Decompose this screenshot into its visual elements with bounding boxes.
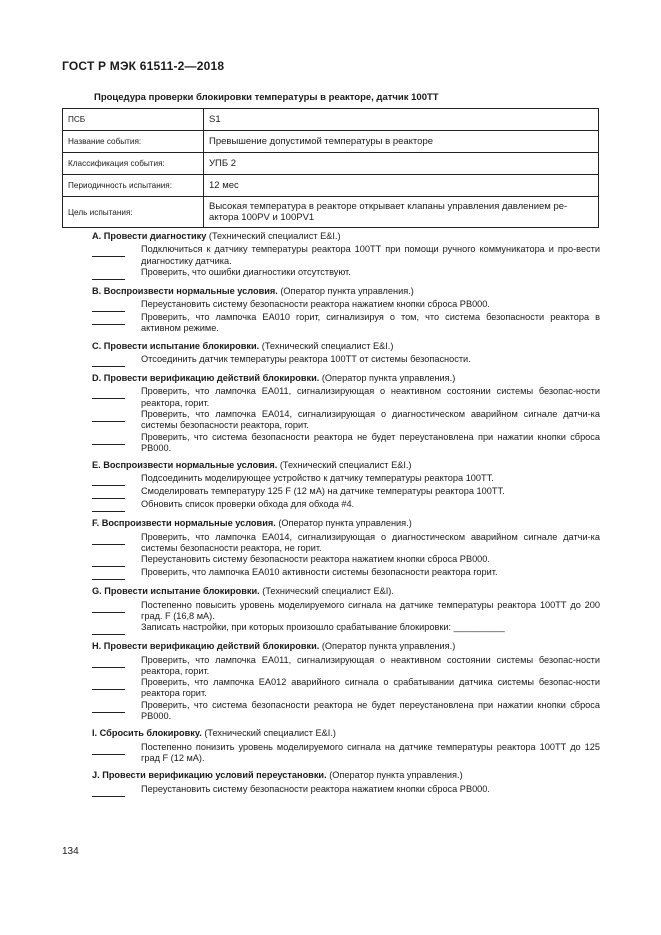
section-heading: [92, 373, 600, 384]
step-item: [92, 299, 600, 312]
step-text: Подключиться к датчику температуры реактора 100ТТ при помощи ручного коммуникатора и про-вести диагностику датчика.: [141, 244, 600, 266]
info-row: [63, 153, 599, 175]
test-info-table: [62, 108, 599, 228]
signoff-blank[interactable]: [92, 355, 125, 367]
procedure-section: [92, 641, 600, 722]
signoff-blank[interactable]: [92, 474, 125, 486]
step-item: [92, 600, 600, 623]
signoff-blank[interactable]: [92, 410, 125, 422]
step-text: Обновить список проверки обхода для обхода #4.: [141, 499, 355, 510]
step-text: Проверить, что ошибки диагностики отсутствуют.: [141, 266, 351, 277]
signoff-blank[interactable]: [92, 433, 125, 445]
info-value: УПБ 2: [204, 153, 599, 175]
procedure-section: [92, 770, 600, 796]
procedure-title: Процедура проверки блокировки температуры в реакторе, датчик 100ТТ: [94, 92, 439, 103]
section-heading: [92, 231, 600, 242]
signoff-blank[interactable]: [92, 300, 125, 312]
procedure-section: [92, 341, 600, 367]
section-actor: (Оператор пункта управления.): [275, 518, 412, 529]
step-item: [92, 532, 600, 555]
section-heading: [92, 341, 600, 352]
step-item: [92, 473, 600, 486]
info-row: [63, 109, 599, 131]
section-title: E. Воспроизвести нормальные условия.: [92, 460, 278, 471]
signoff-blank[interactable]: [92, 623, 125, 635]
info-key: Цель испытания:: [63, 197, 204, 228]
section-title: C. Провести испытание блокировки.: [92, 340, 260, 351]
section-heading: [92, 586, 600, 597]
section-heading: [92, 641, 600, 652]
step-text: Проверить, что лампочка ЕА014, сигнализирующая о диагностическом аварийном сигнале датчи-ка системы безопасности реактора, не горит.: [141, 531, 600, 554]
section-actor: (Технический специалист E&I.): [259, 340, 394, 351]
step-item: [92, 784, 600, 797]
signoff-blank[interactable]: [92, 656, 125, 668]
section-heading: [92, 460, 600, 471]
step-item: [92, 267, 600, 280]
step-item: [92, 655, 600, 678]
info-value: Высокая температура в реакторе открывает клапаны управления давлением ре-актора 100PV и 100PV1: [204, 197, 599, 228]
signoff-blank[interactable]: [92, 601, 125, 613]
step-item: [92, 742, 600, 765]
step-text: Подсоединить моделирующее устройство к датчику температуры реактора 100ТТ.: [141, 473, 494, 484]
info-value: Превышение допустимой температуры в реакторе: [204, 131, 599, 153]
info-key: ПСБ: [63, 109, 204, 131]
step-text: Проверить, что лампочка ЕА014, сигнализирующая о диагностическом аварийном сигнале датчи-ка системы безопасности реактора, горит.: [141, 408, 600, 431]
signoff-blank[interactable]: [92, 387, 125, 399]
section-title: G. Провести испытание блокировки.: [92, 586, 260, 597]
section-title: J. Провести верификацию условий переустановки.: [92, 770, 327, 781]
signoff-blank[interactable]: [92, 785, 125, 797]
section-actor: (Оператор пункта управления.): [326, 770, 463, 781]
procedure-section: [92, 286, 600, 335]
signoff-blank[interactable]: [92, 555, 125, 567]
section-title: H. Провести верификацию действий блокировки.: [92, 641, 320, 652]
procedure-section: [92, 231, 600, 280]
info-key: Классификация события:: [63, 153, 204, 175]
section-heading: [92, 770, 600, 781]
step-item: [92, 567, 600, 580]
section-heading: [92, 728, 600, 739]
procedure-steps: [92, 231, 600, 797]
section-actor: (Технический специалист E&I.): [277, 460, 412, 471]
section-actor: (Оператор пункта управления.): [319, 373, 456, 384]
step-item: [92, 622, 600, 635]
signoff-blank[interactable]: [92, 568, 125, 580]
signoff-blank[interactable]: [92, 313, 125, 325]
section-title: D. Провести верификацию действий блокировки.: [92, 373, 320, 384]
step-item: [92, 354, 600, 367]
step-item: [92, 386, 600, 409]
signoff-blank[interactable]: [92, 268, 125, 280]
step-text: Смоделировать температуру 125 F (12 мА) на датчике температуры реактора 100ТТ.: [141, 486, 505, 497]
step-item: [92, 486, 600, 499]
section-actor: (Оператор пункта управления.): [319, 641, 456, 652]
section-title: F. Воспроизвести нормальные условия.: [92, 518, 276, 529]
info-row: [63, 131, 599, 153]
procedure-section: [92, 460, 600, 512]
signoff-blank[interactable]: [92, 500, 125, 512]
info-value: 12 мес: [204, 175, 599, 197]
document-code: ГОСТ Р МЭК 61511-2—2018: [62, 59, 225, 73]
info-key: Периодичность испытания:: [63, 175, 204, 197]
step-text: Постепенно понизить уровень моделируемого сигнала на датчике температуры реактора 100ТТ до 125 град F (12 мА).: [141, 741, 600, 763]
step-text: Проверить, что лампочка ЕА010 горит, сигнализируя о том, что система безопасности реактора в активном режиме.: [141, 312, 600, 334]
procedure-section: [92, 373, 600, 454]
signoff-blank[interactable]: [92, 533, 125, 545]
section-actor: (Технический специалист E&I.): [206, 231, 341, 241]
step-text: Проверить, что система безопасности реактора не будет переустановлена при нажатии кнопки сброса РВ000.: [141, 431, 600, 453]
step-item: [92, 312, 600, 335]
step-item: [92, 677, 600, 700]
section-actor: (Технический специалист E&I.): [201, 728, 336, 739]
step-item: [92, 499, 600, 512]
procedure-section: [92, 728, 600, 764]
signoff-blank[interactable]: [92, 245, 125, 257]
step-text: Переустановить систему безопасности реактора нажатием кнопки сброса РВ000.: [141, 783, 490, 794]
signoff-blank[interactable]: [92, 743, 125, 755]
signoff-blank[interactable]: [92, 487, 125, 499]
step-text: Проверить, что лампочка ЕА012 аварийного сигнала о срабатывании датчика системы безопас-ности реактора горит.: [141, 677, 600, 699]
procedure-section: [92, 586, 600, 635]
section-title: I. Сбросить блокировку.: [92, 728, 202, 739]
step-item: [92, 700, 600, 723]
section-heading: [92, 286, 600, 297]
info-row: [63, 175, 599, 197]
step-text: Проверить, что система безопасности реактора не будет переустановлена при нажатии кнопки сброса РВ000.: [141, 699, 600, 722]
step-text: Отсоединить датчик температуры реактора 100ТТ от системы безопасности.: [141, 354, 471, 365]
info-row: [63, 197, 599, 228]
step-item: [92, 554, 600, 567]
step-text: Записать настройки, при которых произошло срабатывание блокировки: __________: [141, 622, 505, 633]
section-heading: [92, 518, 600, 529]
page-number: 134: [62, 846, 79, 857]
step-text: Проверить, что лампочка ЕА011, сигнализирующая о неактивном состоянии системы безопас-ности реактора, горит.: [141, 654, 600, 676]
signoff-blank[interactable]: [92, 701, 125, 713]
signoff-blank[interactable]: [92, 678, 125, 690]
info-key: Название события:: [63, 131, 204, 153]
section-title: A. Провести диагностику: [92, 231, 207, 241]
step-text: Постепенно повысить уровень моделируемого сигнала на датчике температуры реактора 100ТТ до 200 град. F (16,8 мА).: [141, 599, 600, 621]
step-item: [92, 409, 600, 432]
step-item: [92, 244, 600, 267]
procedure-section: [92, 518, 600, 580]
section-actor: (Технический специалист E&I).: [259, 586, 394, 597]
info-value: S1: [204, 109, 599, 131]
step-text: Проверить, что лампочка ЕА010 активности системы безопасности реактора горит.: [141, 567, 498, 578]
section-title: B. Воспроизвести нормальные условия.: [92, 285, 278, 296]
step-text: Проверить, что лампочка ЕА011, сигнализирующая о неактивном состоянии системы безопас-ности реактора, горит.: [141, 386, 600, 408]
section-actor: (Оператор пункта управления.): [277, 285, 414, 296]
step-text: Переустановить систему безопасности реактора нажатием кнопки сброса РВ000.: [141, 554, 490, 565]
step-text: Переустановить систему безопасности реактора нажатием кнопки сброса РВ000.: [141, 299, 490, 310]
step-item: [92, 432, 600, 455]
